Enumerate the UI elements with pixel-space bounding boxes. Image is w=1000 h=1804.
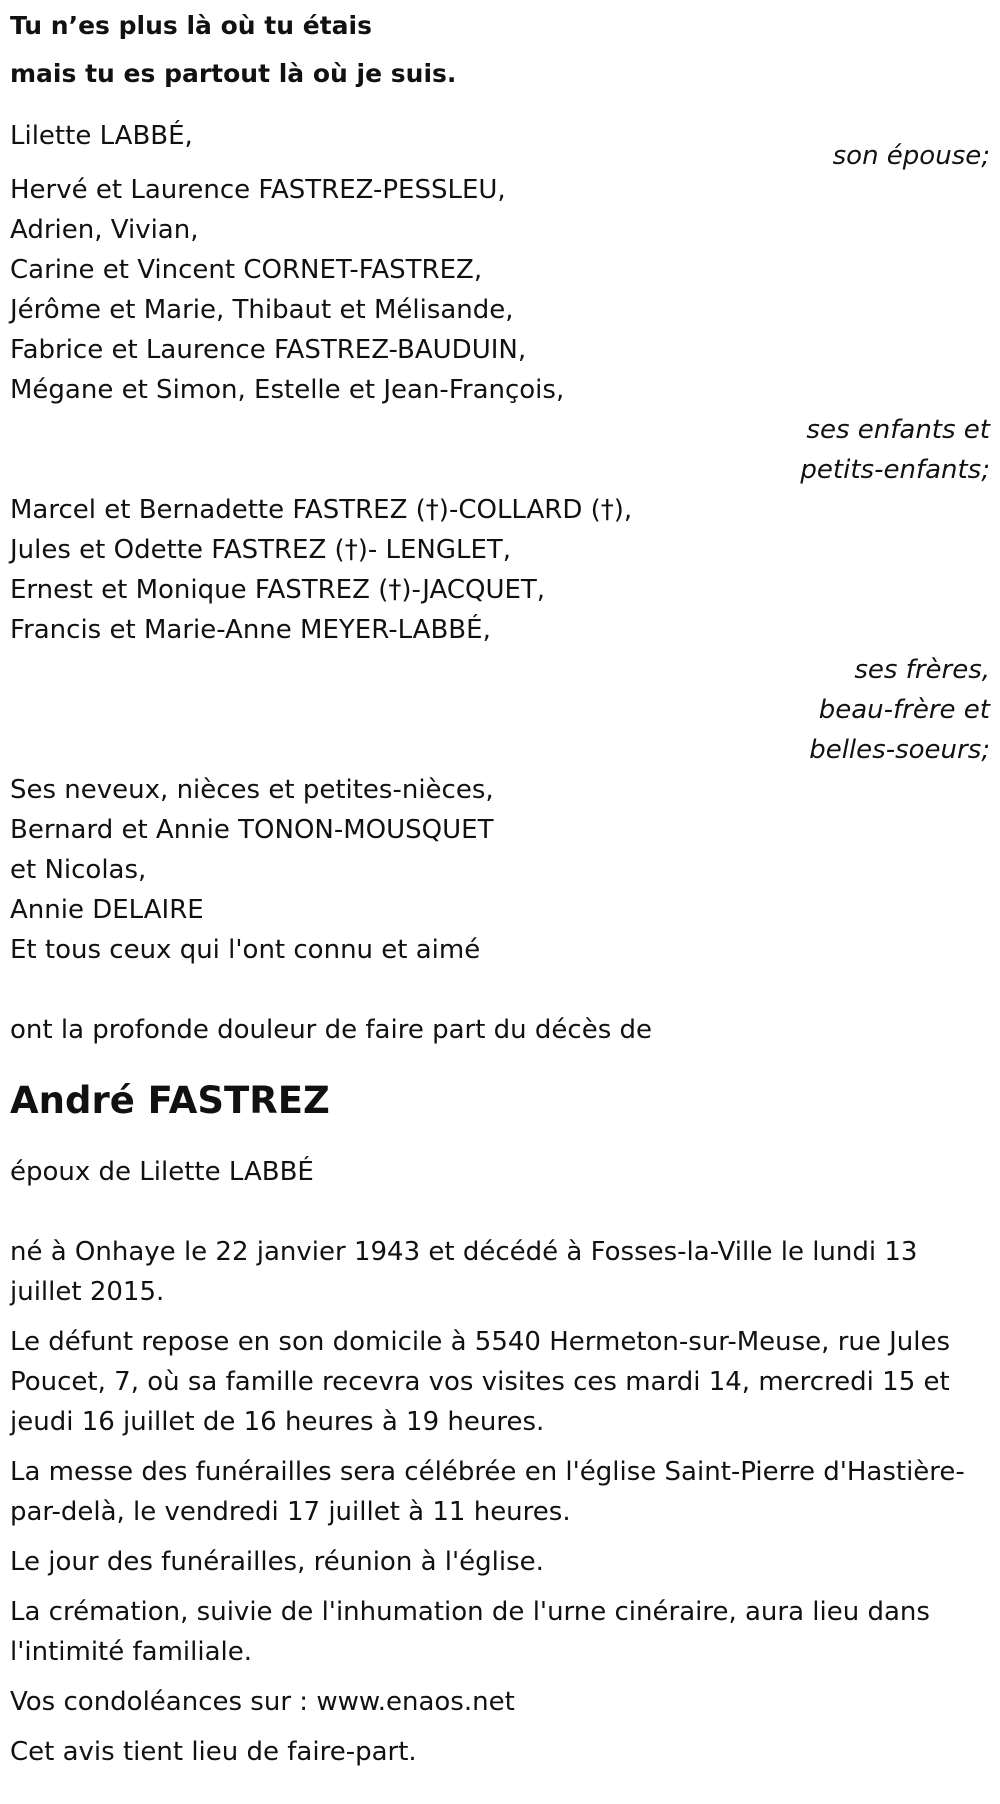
family-line: et Nicolas, <box>10 855 147 885</box>
family-line: Jules et Odette FASTREZ (†)- LENGLET, <box>10 535 512 565</box>
siblings-block <box>10 490 990 770</box>
family-line: Mégane et Simon, Estelle et Jean-François, <box>10 375 565 405</box>
relation-label: ses enfants et <box>806 415 990 445</box>
notice-paragraph: Cet avis tient lieu de faire-part. <box>10 1737 417 1767</box>
relation-label: beau-frère et <box>818 695 990 725</box>
family-line: Francis et Marie-Anne MEYER-LABBÉ, <box>10 615 491 645</box>
spouse-of-text: époux de Lilette LABBÉ <box>10 1157 314 1187</box>
family-line: Fabrice et Laurence FASTREZ-BAUDUIN, <box>10 335 527 365</box>
spouse-block <box>10 116 990 176</box>
deceased-name: André FASTREZ <box>10 1079 330 1122</box>
meeting-paragraph: Le jour des funérailles, réunion à l'église. <box>10 1547 544 1577</box>
family-line: Lilette LABBÉ, <box>10 121 193 151</box>
relation-label: belles-soeurs; <box>809 735 990 765</box>
cremation-paragraph: La crémation, suivie de l'inhumation de l'urne cinéraire, aura lieu dans l'intimité familiale. <box>10 1597 930 1667</box>
obituary-notice <box>10 0 990 1782</box>
relation-label: ses frères, <box>854 655 990 685</box>
epigraph-line: mais tu es partout là où je suis. <box>10 59 457 88</box>
announcement-text: ont la profonde douleur de faire part du décès de <box>10 1015 653 1045</box>
epigraph-line: Tu n’es plus là où tu étais <box>10 11 372 40</box>
family-line: Hervé et Laurence FASTREZ-PESSLEU, <box>10 175 506 205</box>
funeral-mass-paragraph: La messe des funérailles sera célébrée en l'église Saint-Pierre d'Hastière-par-delà, le vendredi 17 juillet à 11 heures. <box>10 1457 965 1527</box>
visitation-paragraph: Le défunt repose en son domicile à 5540 Hermeton-sur-Meuse, rue Jules Poucet, 7, où sa famille recevra vos visites ces mardi 14, mercredi 15 et jeudi 16 juillet de 16 heures à 19 heures. <box>10 1327 951 1437</box>
children-block <box>10 170 990 490</box>
condolences-paragraph: Vos condoléances sur : www.enaos.net <box>10 1687 515 1717</box>
family-line: Annie DELAIRE <box>10 895 204 925</box>
family-line: Adrien, Vivian, <box>10 215 199 245</box>
family-line: Ses neveux, nièces et petites-nièces, <box>10 775 494 805</box>
relation-label: son épouse; <box>832 141 990 171</box>
family-line: Jérôme et Marie, Thibaut et Mélisande, <box>10 295 514 325</box>
family-line: Et tous ceux qui l'ont connu et aimé <box>10 935 481 965</box>
family-line: Carine et Vincent CORNET-FASTREZ, <box>10 255 483 285</box>
details-block <box>10 1232 990 1772</box>
epigraph <box>10 2 990 98</box>
family-line: Marcel et Bernadette FASTREZ (†)-COLLARD (†), <box>10 495 633 525</box>
family-line: Ernest et Monique FASTREZ (†)-JACQUET, <box>10 575 546 605</box>
birth-death-paragraph: né à Onhaye le 22 janvier 1943 et décédé à Fosses-la-Ville le lundi 13 juillet 2015. <box>10 1237 918 1307</box>
others-block <box>10 770 990 970</box>
family-line: Bernard et Annie TONON-MOUSQUET <box>10 815 494 845</box>
relation-label: petits-enfants; <box>800 455 990 485</box>
